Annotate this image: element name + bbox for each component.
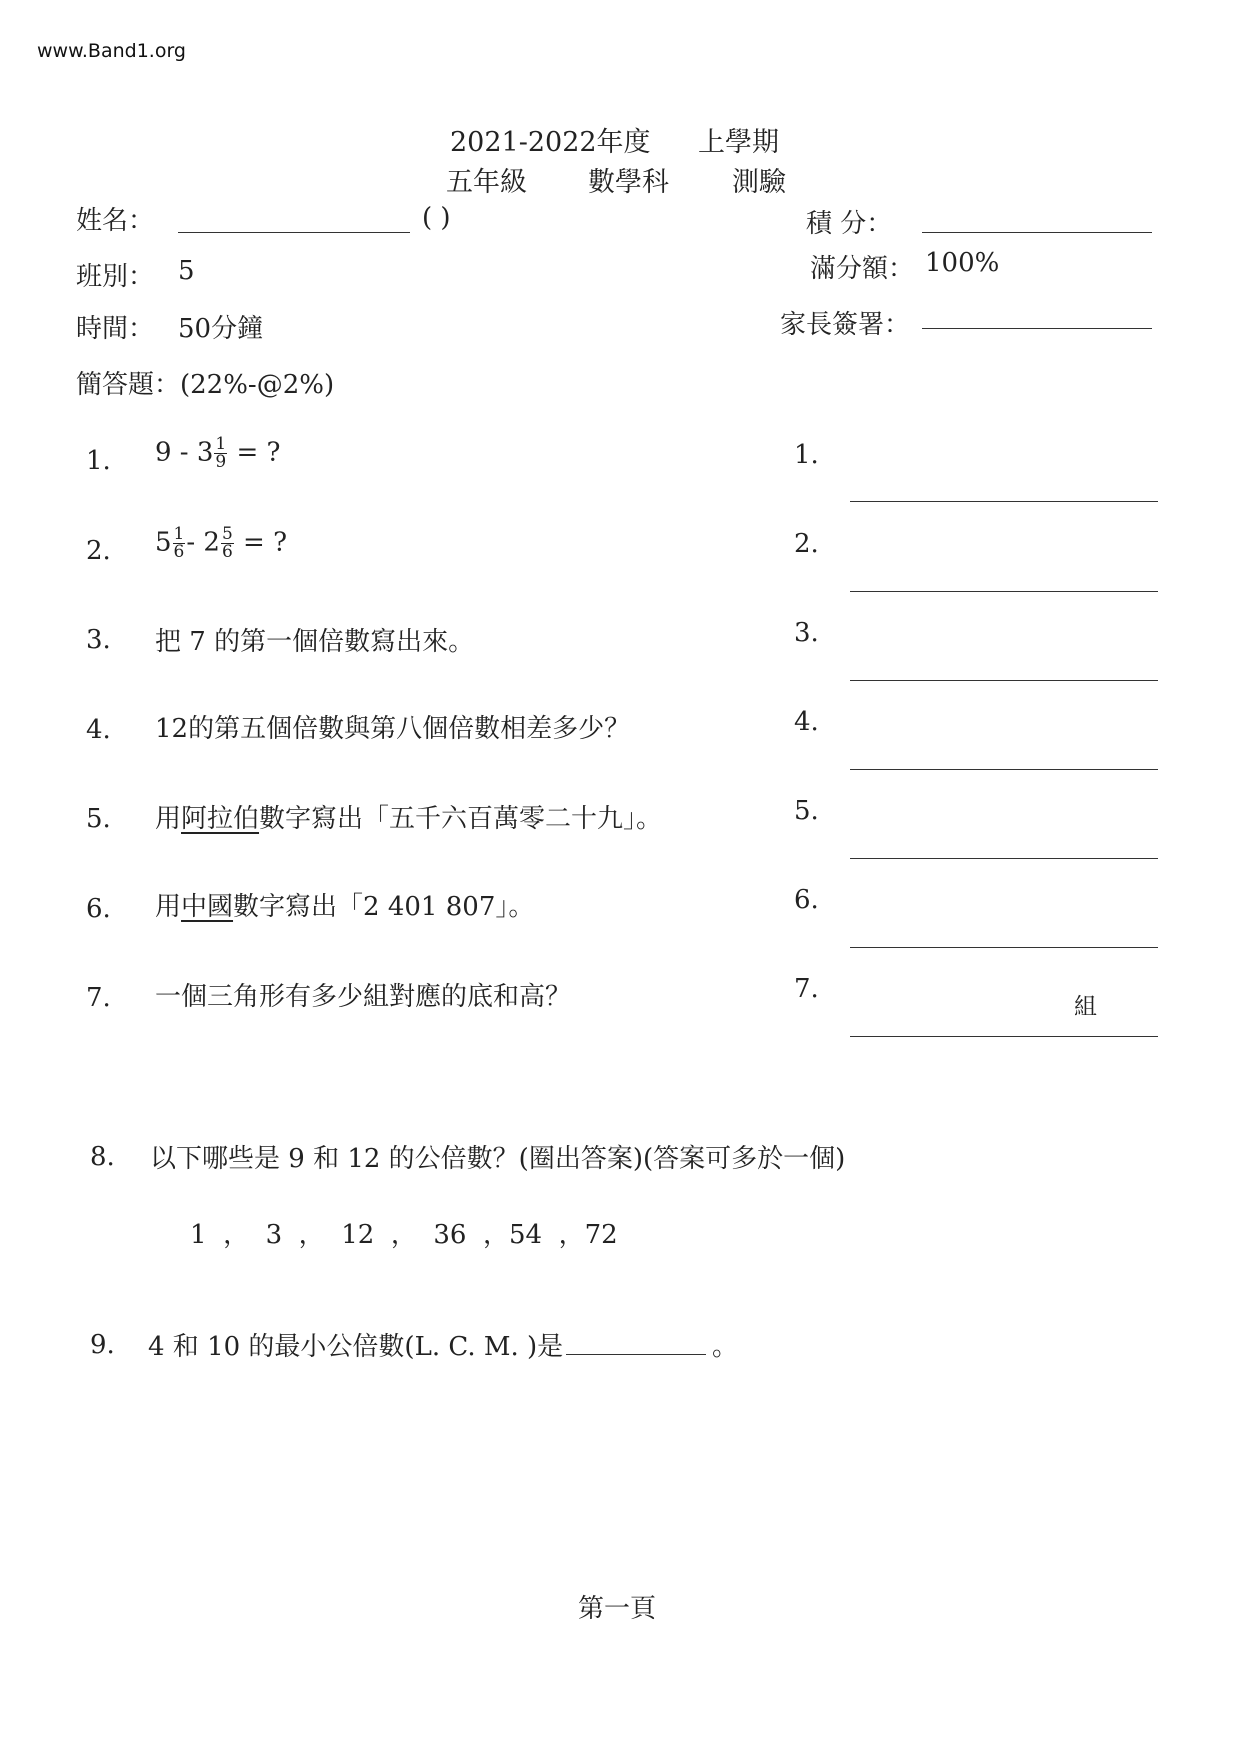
question-number: 5. [86, 804, 111, 834]
q1-tail: = ? [228, 437, 281, 468]
question-6-text [155, 886, 534, 923]
question-number: 1. [86, 446, 111, 476]
answer-line-4[interactable] [850, 769, 1158, 770]
answer-number: 7. [794, 974, 819, 1004]
fraction-denominator: 6 [173, 542, 185, 562]
score-line[interactable] [922, 232, 1152, 233]
full-marks-value: 100% [925, 248, 1000, 278]
question-1-text [155, 436, 281, 471]
fraction-numerator: 1 [173, 524, 185, 544]
answer-line-2[interactable] [850, 591, 1158, 592]
name-label: 姓名： [76, 206, 155, 236]
name-line[interactable] [178, 232, 410, 233]
question-4-text: 12的第五個倍數與第八個倍數相差多少？ [155, 714, 631, 744]
full-marks-label: 滿分額： [810, 254, 915, 284]
page-number: 第一頁 [578, 1594, 657, 1624]
grade: 五年級 [446, 167, 527, 198]
question-5-text [155, 798, 662, 835]
question-9-text: 4 和 10 的最小公倍數(L. C. M. )是 [148, 1332, 564, 1362]
question-number: 8. [90, 1142, 115, 1172]
answer-number: 3. [794, 618, 819, 648]
answer-line-3[interactable] [850, 680, 1158, 681]
q5-suffix: 數字寫出「五千六百萬零二十九」。 [259, 804, 663, 834]
test-title: 測驗 [732, 167, 786, 198]
q2-tail: = ? [234, 527, 288, 558]
fraction-denominator: 6 [221, 542, 233, 562]
q2-fraction-2 [221, 526, 234, 561]
q2-whole-2: - 2 [186, 527, 220, 558]
parent-signature-line[interactable] [922, 328, 1152, 329]
time-value: 50分鐘 [178, 314, 264, 344]
q2-whole-1: 5 [155, 527, 172, 558]
class-value: 5 [178, 256, 195, 286]
question-8-options[interactable]: 1 ， 3 ， 12 ， 36 ，54 ，72 [190, 1220, 618, 1250]
question-3-text: 把 7 的第一個倍數寫出來。 [155, 627, 475, 657]
question-number: 6. [86, 894, 111, 924]
question-number: 9. [90, 1330, 115, 1360]
answer-number: 6. [794, 885, 819, 915]
parent-signature-label: 家長簽署： [780, 310, 911, 340]
question-number: 7. [86, 983, 111, 1013]
answer-line-5[interactable] [850, 858, 1158, 859]
question-number: 4. [86, 715, 111, 745]
q5-prefix: 用 [155, 804, 182, 834]
q2-fraction-1 [173, 526, 186, 561]
answer-number: 5. [794, 796, 819, 826]
answer-number: 1. [794, 440, 819, 470]
school-year: 2021-2022年度 [450, 127, 651, 158]
section-title: 簡答題：(22%-@2%) [76, 370, 335, 400]
time-label: 時間： [76, 314, 155, 344]
answer-line-1[interactable] [850, 501, 1158, 502]
answer-number: 2. [794, 529, 819, 559]
question-8-text: 以下哪些是 9 和 12 的公倍數？(圈出答案)(答案可多於一個) [150, 1144, 846, 1174]
subject: 數學科 [588, 167, 669, 198]
question-2-text [155, 526, 287, 561]
seat-number-parens: ( ) [422, 203, 451, 233]
fraction-denominator: 9 [215, 452, 227, 472]
source-watermark: www.Band1.org [37, 40, 186, 62]
question-7-text: 一個三角形有多少組對應的底和高？ [155, 982, 572, 1012]
fraction-numerator: 5 [221, 524, 233, 544]
q6-prefix: 用 [155, 892, 182, 922]
answer-7-unit: 組 [1074, 994, 1097, 1020]
q1-fraction [214, 436, 227, 471]
question-9-end: 。 [712, 1332, 739, 1362]
question-number: 3. [86, 625, 111, 655]
score-label: 積 分： [806, 209, 893, 239]
answer-number: 4. [794, 707, 819, 737]
q5-underlined: 阿拉伯 [181, 804, 260, 834]
q6-underlined: 中國 [181, 892, 234, 922]
term: 上學期 [698, 127, 779, 158]
q1-whole: 9 - 3 [155, 437, 214, 468]
fraction-numerator: 1 [215, 434, 227, 454]
answer-line-7[interactable] [850, 1036, 1158, 1037]
q6-suffix: 數字寫出「2 401 807」。 [233, 892, 535, 922]
answer-line-9[interactable] [566, 1354, 706, 1355]
answer-line-6[interactable] [850, 947, 1158, 948]
question-number: 2. [86, 536, 111, 566]
class-label: 班別： [76, 262, 155, 292]
